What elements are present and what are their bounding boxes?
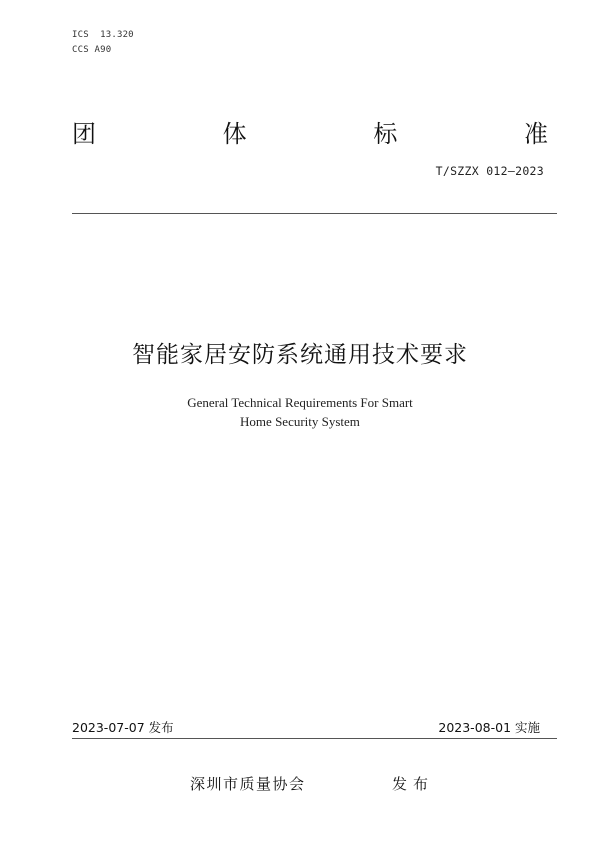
- release-date: 2023-07-07 发布: [72, 720, 174, 735]
- document-title-en-line2: Home Security System: [240, 414, 360, 429]
- bottom-divider: [72, 738, 557, 739]
- implementation-date: 2023-08-01 实施: [438, 720, 540, 735]
- standard-code: T/SZZX 012—2023: [435, 164, 544, 178]
- standard-type-char: 团: [72, 120, 96, 148]
- document-title-en-line1: General Technical Requirements For Smart: [187, 395, 413, 410]
- publisher-name: 深圳市质量协会: [190, 775, 306, 793]
- ccs-code: CCS A90: [72, 45, 112, 55]
- standard-type-char: 准: [523, 120, 548, 148]
- publish-label: 发布: [392, 775, 435, 793]
- standard-type-char: 标: [373, 120, 398, 148]
- standard-type-title: [72, 114, 548, 149]
- document-title-zh: 智能家居安防系统通用技术要求: [132, 342, 468, 368]
- standard-type-char: 体: [222, 120, 247, 148]
- top-divider: [72, 213, 557, 214]
- ics-code: ICS 13.320: [72, 30, 134, 40]
